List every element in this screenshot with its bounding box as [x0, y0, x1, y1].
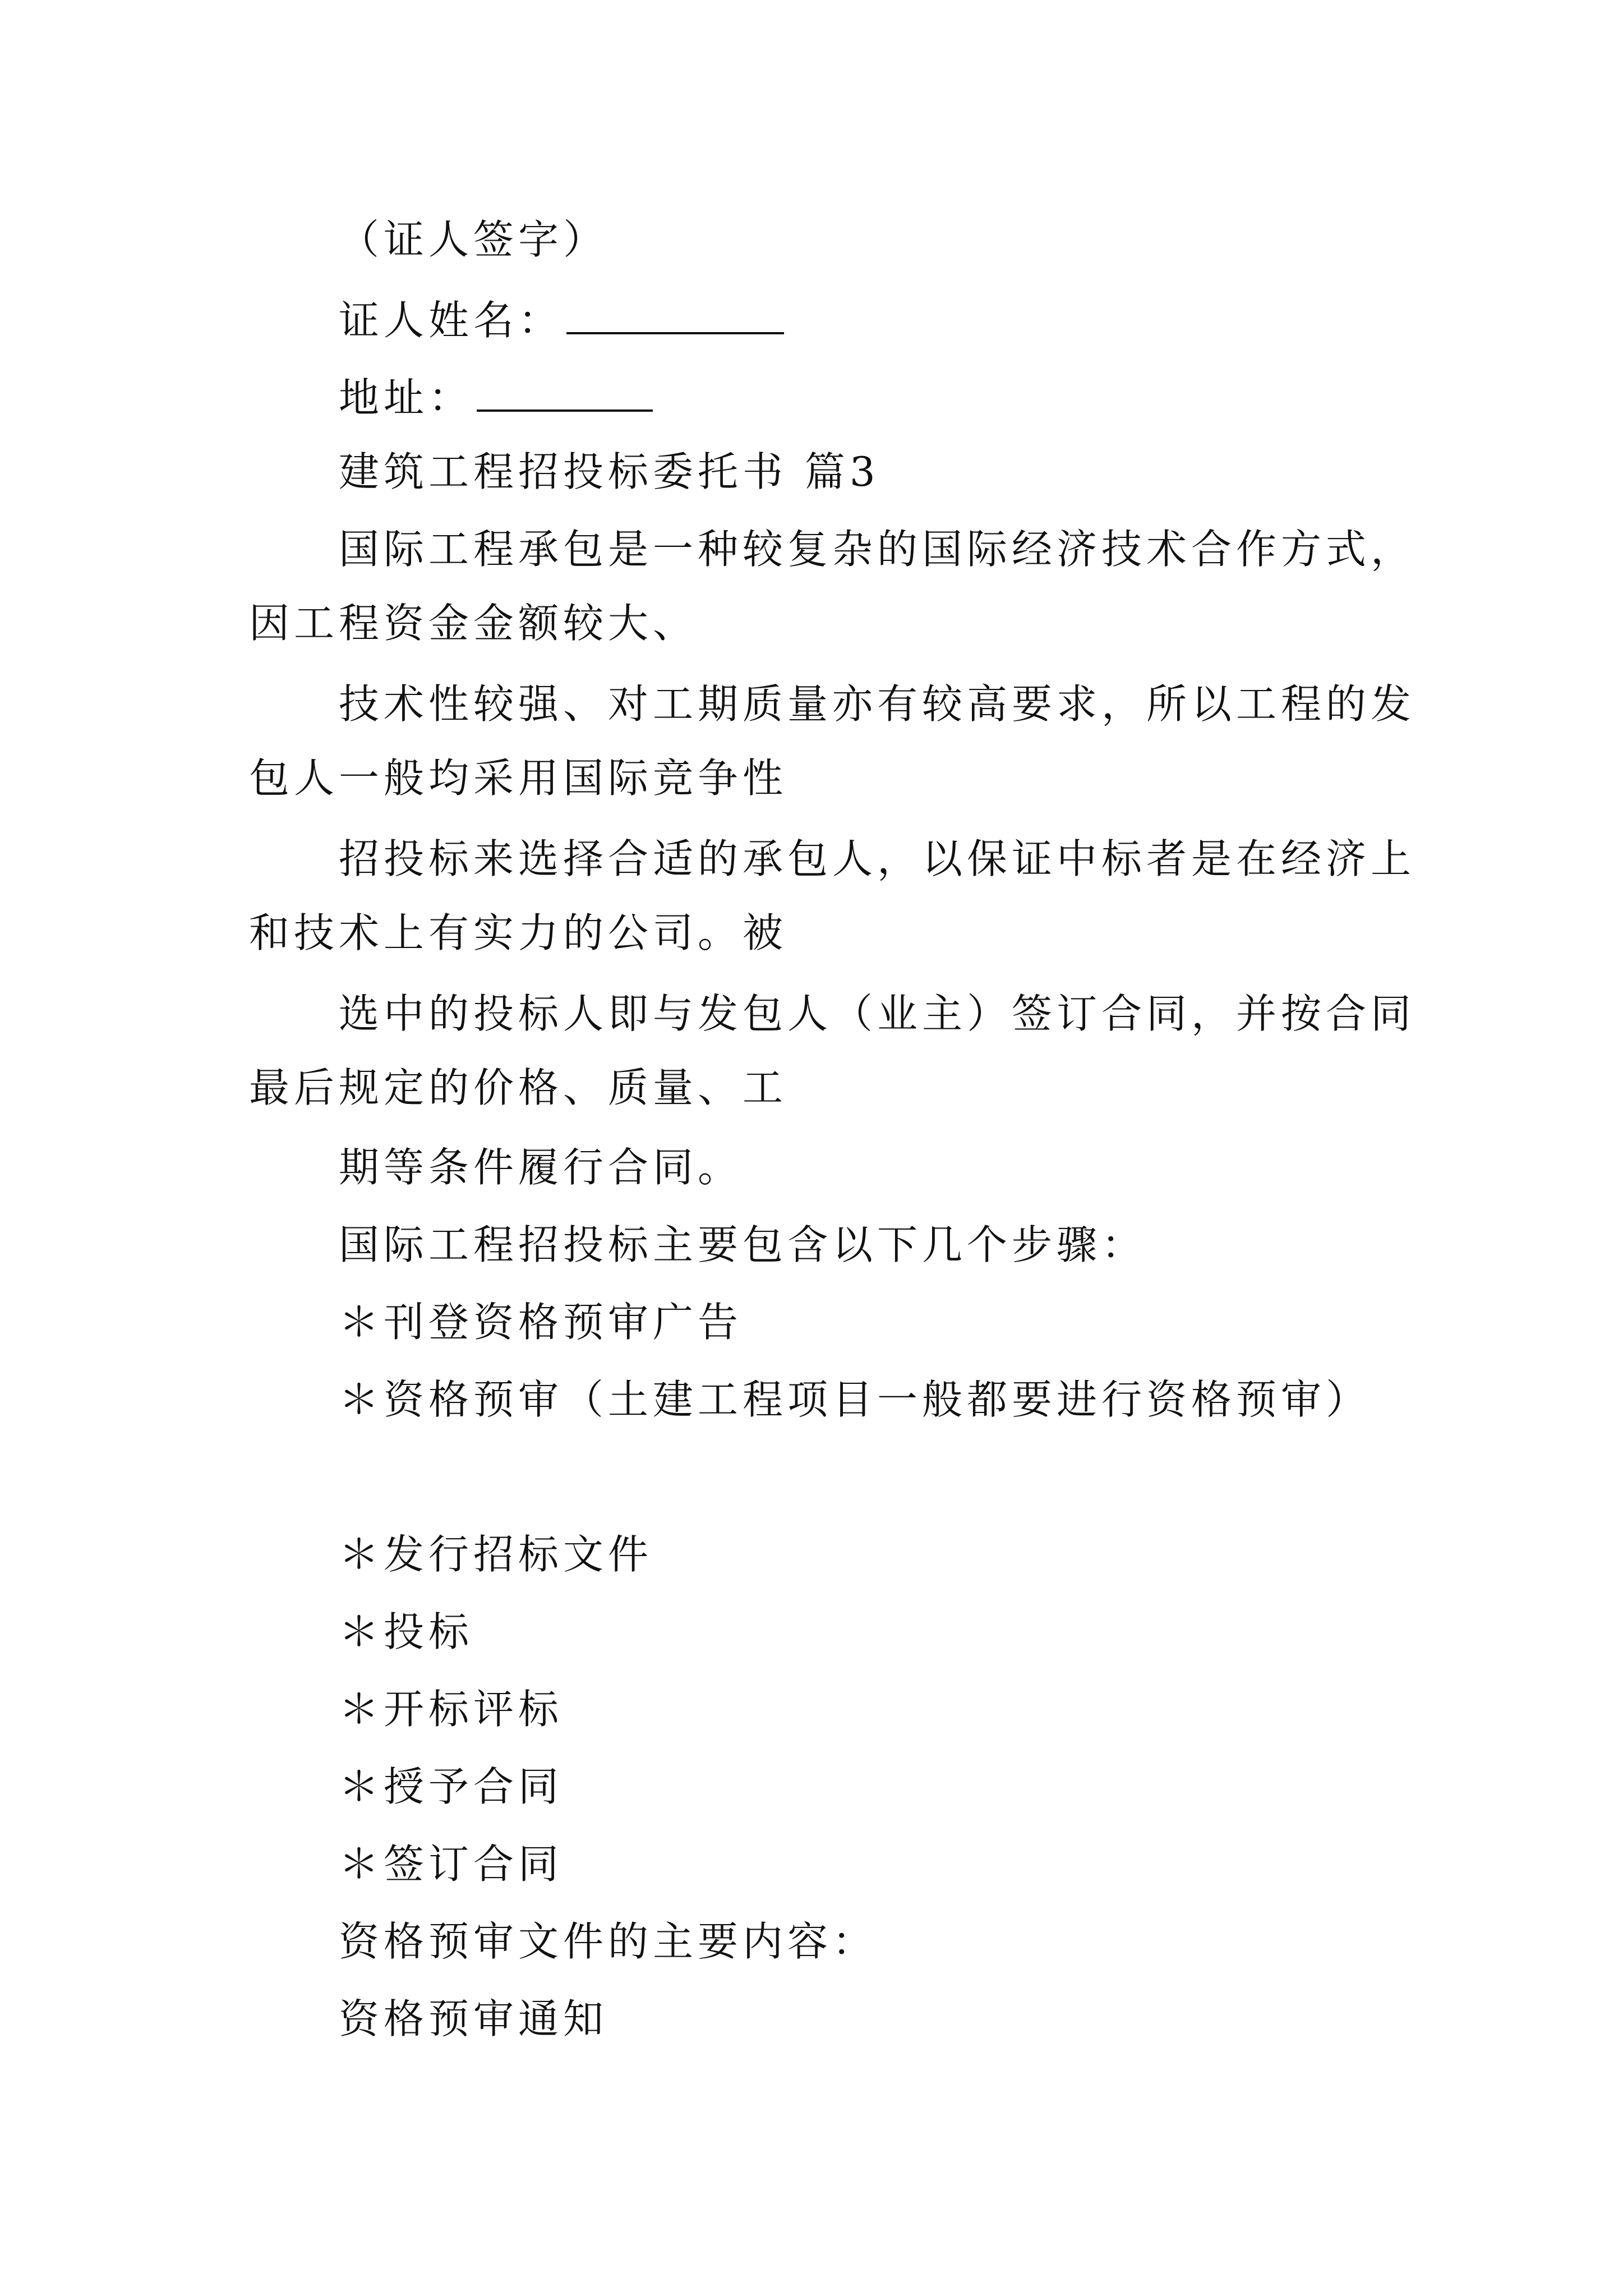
- step-item: ＊刊登资格预审广告: [339, 1299, 743, 1346]
- witness-name-label: 证人姓名：: [339, 297, 564, 344]
- step-item: ＊资格预审（土建工程项目一般都要进行资格预审）: [339, 1376, 1371, 1423]
- step-item: ＊签订合同: [339, 1841, 564, 1888]
- paragraph-line: 选中的投标人即与发包人（业主）签订合同，并按合同: [339, 990, 1416, 1037]
- step-item: ＊授予合同: [339, 1763, 564, 1810]
- paragraph-line: 期等条件履行合同。: [339, 1144, 743, 1191]
- address-line: [339, 369, 653, 423]
- address-blank: [477, 369, 653, 412]
- steps-intro: 国际工程招投标主要包含以下几个步骤：: [339, 1221, 1147, 1268]
- paragraph-line: 国际工程承包是一种较复杂的国际经济技术合作方式，: [339, 526, 1416, 573]
- step-item: ＊投标: [339, 1608, 474, 1655]
- witness-signature-line: （证人签字）: [339, 216, 608, 263]
- prequal-notice: 资格预审通知: [339, 1995, 608, 2042]
- paragraph-line: 最后规定的价格、质量、工: [249, 1064, 788, 1111]
- address-label: 地址：: [339, 374, 474, 421]
- section-title: 建筑工程招投标委托书 篇3: [339, 448, 880, 495]
- prequal-intro: 资格预审文件的主要内容：: [339, 1918, 878, 1965]
- paragraph-line: 招投标来选择合适的承包人，以保证中标者是在经济上: [339, 835, 1416, 882]
- paragraph-line: 包人一般均采用国际竞争性: [249, 754, 788, 802]
- step-item: ＊发行招标文件: [339, 1531, 653, 1578]
- paragraph-line: 和技术上有实力的公司。被: [249, 909, 788, 956]
- witness-name-line: [339, 292, 784, 346]
- step-item: ＊开标评标: [339, 1686, 564, 1733]
- witness-name-blank: [566, 292, 784, 334]
- paragraph-line: 因工程资金金额较大、: [249, 600, 698, 647]
- paragraph-line: 技术性较强、对工期质量亦有较高要求，所以工程的发: [339, 680, 1416, 728]
